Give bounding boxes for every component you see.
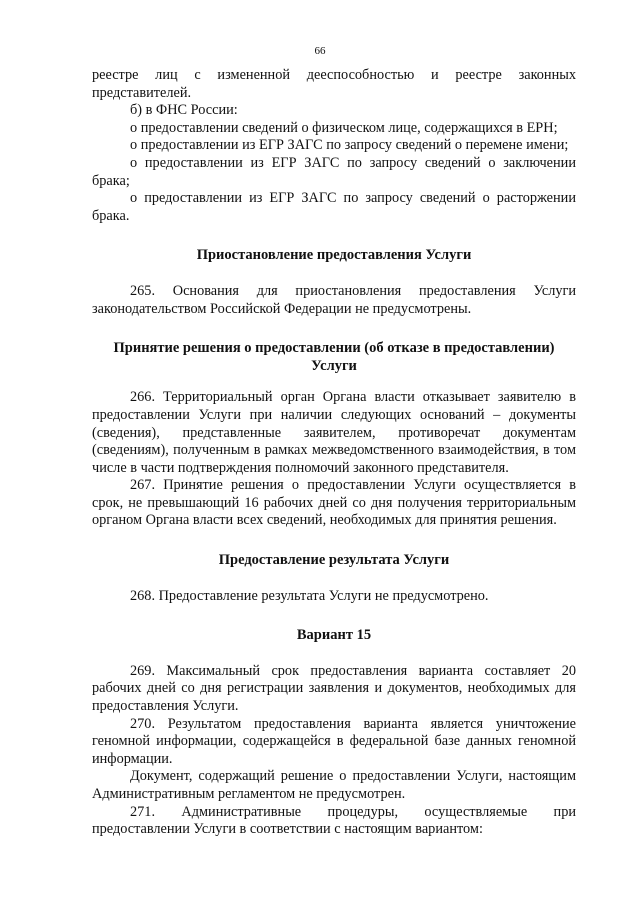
spacer	[92, 265, 576, 283]
spacer	[92, 225, 576, 247]
section-heading-decision: Принятие решения о предоставлении (об отказе в предоставлении) Услуги	[113, 340, 555, 374]
page-number: 66	[314, 45, 326, 57]
paragraph-267: 267. Принятие решения о предоставлении Услуги осуществляется в срок, не превышающий 16 рабочих дней со дня получения территориальным органом Органа власти всех сведений, необходимых для принятия решения.	[92, 477, 576, 529]
spacer	[92, 605, 576, 627]
list-item-marriage: о предоставлении из ЕГР ЗАГС по запросу сведений о заключении брака;	[92, 154, 576, 189]
section-heading-result: Предоставление результата Услуги	[218, 552, 450, 569]
paragraph-265: 265. Основания для приостановления предоставления Услуги законодательством Российской Федерации не предусмотрены.	[92, 282, 576, 317]
list-item-ern: о предоставлении сведений о физическом лице, содержащихся в ЕРН;	[130, 119, 558, 136]
paragraph-registry-continuation: реестре лиц с измененной дееспособностью и реестре законных представителей.	[92, 67, 576, 101]
paragraph-document-not-provided: Документ, содержащий решение о предоставлении Услуги, настоящим Административным регламентом не предусмотрен.	[92, 768, 576, 802]
paragraph-270: 270. Результатом предоставления варианта является уничтожение геномной информации, содержащейся в федеральной базе данных геномной информации.	[92, 715, 576, 767]
spacer	[92, 570, 576, 588]
paragraph-269: 269. Максимальный срок предоставления варианта составляет 20 рабочих дней со дня регистрации заявления и документов, необходимых для предоставления Услуги.	[92, 662, 576, 715]
spacer	[92, 375, 576, 389]
section-heading-variant-15: Вариант 15	[296, 627, 372, 644]
paragraph-268: 268. Предоставление результата Услуги не предусмотрено.	[130, 587, 489, 604]
list-item-divorce: о предоставлении из ЕГР ЗАГС по запросу сведений о расторжении брака.	[92, 190, 576, 224]
list-item-name-change: о предоставлении из ЕГР ЗАГС по запросу сведений о перемене имени;	[130, 137, 569, 154]
spacer	[92, 530, 576, 552]
spacer	[92, 318, 576, 340]
paragraph-266: 266. Территориальный орган Органа власти отказывает заявителю в предоставлении Услуги при наличии следующих оснований – документы (сведения), представленные заявителем, противоречат документам (сведениям), полученным в рамках межведомственного взаимодействия, в том числе в части подтверждения полномочий законного представителя.	[92, 389, 576, 476]
spacer	[92, 645, 576, 663]
page-content	[92, 67, 576, 839]
paragraph-271: 271. Административные процедуры, осуществляемые при предоставлении Услуги в соответствии с настоящим вариантом:	[92, 803, 576, 838]
list-heading-fns: б) в ФНС России:	[130, 102, 238, 119]
section-heading-suspension: Приостановление предоставления Услуги	[196, 247, 472, 264]
